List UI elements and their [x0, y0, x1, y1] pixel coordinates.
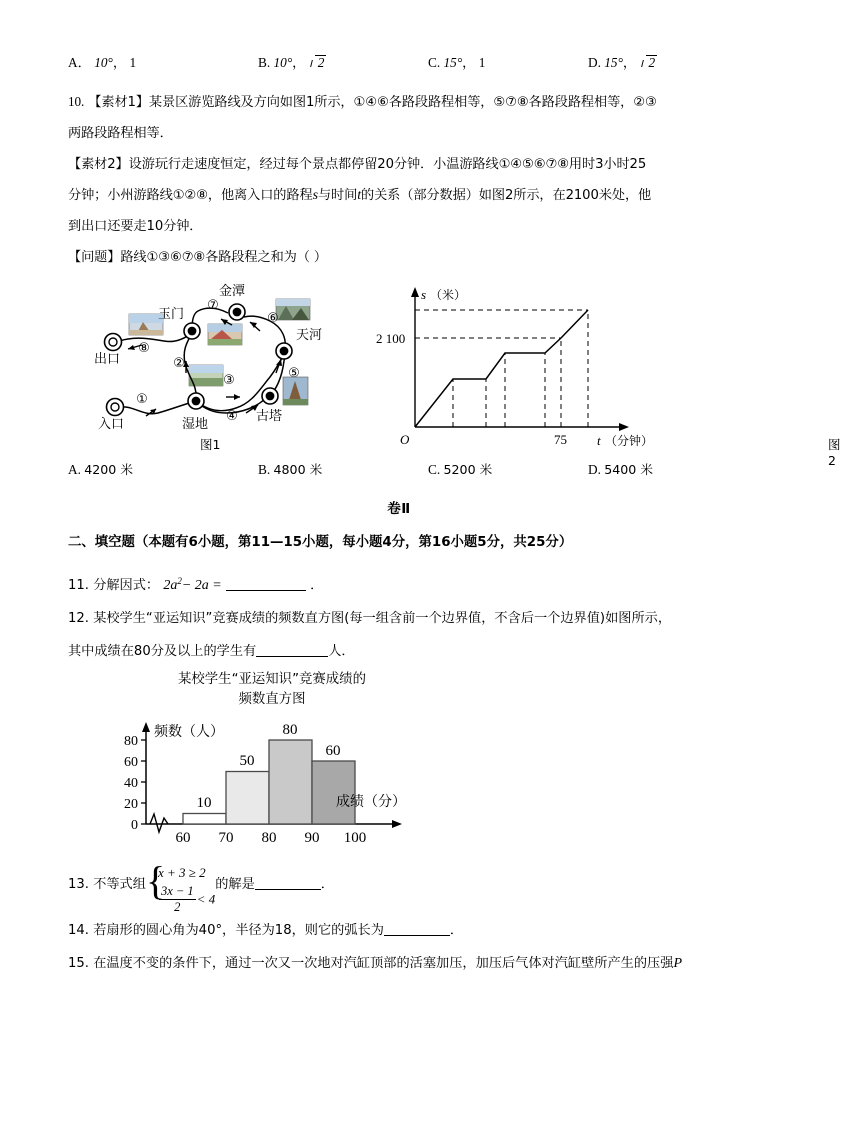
axis-break-icon — [150, 814, 168, 832]
q10-choice-d[interactable] — [588, 459, 653, 478]
q11-period: ． — [310, 578, 324, 593]
section-2-heading: 二、填空题（本题有6小题，第11—15小题，每小题4分，第16小题5分，共25分） — [68, 535, 573, 550]
label-yumen: 玉门 — [158, 307, 185, 322]
figure-1-caption: 图1 — [200, 437, 221, 452]
choice-a-second: 1 — [129, 55, 137, 70]
q12-number: 12. — [68, 611, 89, 626]
photo-tianhe — [276, 299, 310, 320]
question-10-body — [68, 86, 730, 273]
node-jintan-dot — [233, 308, 242, 317]
question-9-choices — [68, 52, 730, 86]
hist-x-arrow — [392, 820, 402, 828]
segment-label-5: ⑤ — [288, 366, 300, 381]
choice-b[interactable]: B. 10°， 2 — [258, 55, 325, 70]
hist-x-axis-title: 成绩（分） — [336, 794, 406, 810]
choice-c-first: 15° — [443, 55, 463, 70]
label-tianhe: 天河 — [296, 328, 323, 343]
bar-label-80: 80 — [282, 722, 298, 738]
figure-2-graph — [373, 277, 841, 468]
q13-prefix: 不等式组 — [93, 877, 146, 892]
q10-material2-line2 — [68, 180, 730, 211]
q11-expr-a: 2a — [163, 578, 178, 593]
xtick-70: 70 — [218, 830, 234, 846]
segment-label-4: ④ — [226, 409, 238, 424]
bar-70-80 — [226, 772, 269, 825]
ytick-40: 40 — [124, 776, 138, 791]
photo-guta — [283, 377, 308, 405]
ytick-60: 60 — [124, 755, 138, 770]
question-12-line-1 — [68, 602, 730, 635]
xtick-80: 80 — [261, 830, 277, 846]
q12-text-2a: 其中成绩在80分及以上的学生有 — [68, 644, 257, 659]
label-entrance: 入口 — [98, 417, 125, 432]
x-axis-symbol: t — [597, 433, 601, 448]
question-12-line-2 — [68, 635, 730, 668]
graph-svg — [373, 277, 693, 457]
histogram-svg — [88, 714, 488, 844]
bar-label-50: 50 — [239, 753, 255, 769]
hist-y-tick-labels — [124, 734, 138, 833]
node-guta-dot — [266, 392, 275, 401]
q15-var-p: P — [673, 956, 682, 971]
histogram-title — [122, 670, 422, 710]
arrow-head-3 — [234, 394, 240, 400]
q11-exponent: 2 — [177, 576, 182, 586]
q10-var-s: s — [312, 188, 318, 203]
q10-choice-b-letter: B. — [258, 462, 271, 477]
q11-prefix: 分解因式： — [93, 578, 160, 593]
q15-text-a: 在温度不变的条件下，通过一次又一次地对汽缸顶部的活塞加压，加压后气体对汽缸壁所产生的压强 — [93, 956, 674, 971]
inequality-row-2-rel: < 4 — [196, 891, 216, 907]
q10-choice-b-value: 4800 米 — [273, 462, 323, 477]
q10-choice-d-letter: D. — [588, 462, 601, 477]
arrow-head-5 — [276, 359, 282, 366]
histogram-title-line-1: 某校学生“亚运知识”竞赛成绩的 — [178, 672, 366, 687]
ytick-0: 0 — [131, 818, 138, 833]
q10-material1-line1 — [68, 86, 730, 118]
radical-icon — [309, 55, 327, 71]
question-11 — [68, 565, 730, 602]
choice-c-second: 1 — [478, 55, 486, 70]
q10-choice-c[interactable] — [428, 459, 492, 478]
question-15 — [68, 947, 730, 980]
q10-choice-a-letter: A. — [68, 462, 81, 477]
y-tick-2100: 2 100 — [376, 331, 406, 346]
choice-c-letter: C — [428, 55, 437, 70]
segment-label-2: ② — [173, 356, 185, 371]
choice-a[interactable]: A． 10°， 1 — [68, 55, 137, 70]
q12-text-1: 某校学生“亚运知识”竞赛成绩的频数直方图(每一组含前一个边界值，不含后一个边界值)如图所示， — [93, 611, 672, 626]
choice-a-first: 10° — [94, 55, 113, 70]
xtick-90: 90 — [304, 830, 320, 846]
q10-m2-e: 的关系（部分数据）如图2所示，在2100米处，他 — [361, 188, 652, 203]
choice-d-second: 2 — [648, 55, 656, 70]
question-10-choices — [68, 459, 730, 489]
x-axis-unit: （分钟） — [605, 434, 654, 448]
choice-b-letter: B — [258, 55, 267, 70]
x-tick-75: 75 — [554, 432, 567, 447]
route-map-svg — [80, 277, 380, 457]
ytick-80: 80 — [124, 734, 138, 749]
label-jintan: 金潭 — [219, 284, 246, 299]
frequency-histogram — [88, 670, 488, 845]
q10-material2-line1: 【素材2】设游玩行走速度恒定，经过每个景点都停留20分钟．小温游路线①④⑤⑥⑦⑧用时3小时25 — [68, 157, 647, 172]
q14-text-b: ． — [449, 923, 464, 938]
q12-text-2b: 人． — [328, 644, 355, 659]
origin-label: O — [400, 432, 410, 447]
bar-60-70 — [183, 814, 226, 825]
q10-choice-d-value: 5400 米 — [604, 462, 653, 477]
inequality-row-1: x + 3 ≥ 2 — [157, 865, 206, 880]
q11-answer-blank[interactable] — [226, 577, 306, 591]
inequality-system — [145, 858, 216, 914]
xtick-60: 60 — [175, 830, 191, 846]
q15-number: 15. — [68, 956, 89, 971]
xtick-100: 100 — [343, 830, 367, 846]
piecewise-line — [415, 310, 588, 427]
page-content — [68, 52, 841, 980]
bar-label-10: 10 — [196, 795, 212, 811]
node-yumen-dot — [188, 327, 197, 336]
photo-jintan — [208, 324, 242, 345]
fraction-numerator: 3x − 1 — [160, 884, 194, 898]
q13-answer-blank[interactable] — [255, 876, 321, 890]
y-axis-symbol: s — [421, 287, 427, 302]
choice-d[interactable]: D. 15°， 2 — [588, 55, 656, 70]
q11-number: 11. — [68, 578, 89, 593]
choice-c[interactable]: C. 15°， 1 — [428, 55, 486, 70]
question-13 — [68, 858, 730, 914]
x-axis-arrow — [619, 423, 629, 431]
inequality-row-2 — [158, 884, 215, 915]
label-shidi: 湿地 — [182, 417, 209, 432]
q10-choice-a[interactable] — [68, 459, 133, 478]
q13-number: 13. — [68, 877, 89, 892]
paper-part-2-heading: 卷Ⅱ — [387, 501, 411, 517]
node-tianhe-dot — [280, 347, 289, 356]
fraction-denominator: 2 — [174, 899, 181, 914]
node-exit-inner — [109, 338, 117, 346]
node-shidi-dot — [192, 397, 201, 406]
route-segment-1 — [116, 401, 196, 414]
q10-choice-a-value: 4200 米 — [84, 462, 133, 477]
brace-icon: { — [145, 858, 166, 903]
ytick-20: 20 — [124, 797, 138, 812]
figure-1-route-map — [80, 277, 380, 457]
label-exit: 出口 — [94, 352, 121, 367]
q10-m2-c: 与时间 — [317, 188, 358, 203]
label-guta: 古塔 — [256, 409, 283, 424]
choice-b-first: 10° — [273, 55, 293, 70]
segment-label-6: ⑥ — [267, 311, 279, 326]
q10-var-t: t — [357, 188, 361, 203]
q10-choice-c-letter: C. — [428, 462, 441, 477]
q10-material1-line2: 两路段路程相等． — [68, 126, 173, 141]
q14-number: 14. — [68, 923, 89, 938]
q10-material1-text1: 【素材1】某景区游览路线及方向如图1所示，①④⑥各路段路程相等，⑤⑦⑧各路段路程相等，②③ — [88, 95, 657, 110]
histogram-title-line-2: 频数直方图 — [238, 692, 306, 707]
radical-icon-2 — [640, 55, 658, 71]
figure-2-caption: 图2 — [828, 437, 841, 468]
node-entrance-inner — [111, 403, 119, 411]
figures-row — [68, 277, 841, 468]
q10-m2-a: 分钟；小州游路线①②⑧，他离入口的路程 — [68, 188, 313, 203]
q10-material2-line3: 到出口还要走10分钟． — [68, 219, 203, 234]
q10-choice-b[interactable] — [258, 459, 322, 478]
hist-x-tick-labels — [176, 830, 367, 846]
q13-suffix: 的解是 — [215, 877, 255, 892]
q11-expr-b: − 2a = — [181, 578, 222, 593]
segment-label-3: ③ — [223, 373, 235, 388]
hist-y-arrow — [142, 722, 150, 732]
y-axis-arrow — [411, 287, 419, 297]
q10-choice-c-value: 5200 米 — [443, 462, 493, 477]
q11-expression — [163, 578, 221, 593]
bar-90-100 — [312, 761, 355, 824]
bar-80-90 — [269, 740, 312, 824]
q12-answer-blank[interactable] — [256, 643, 328, 657]
photo-shidi — [189, 365, 223, 386]
question-14 — [68, 914, 730, 947]
inequality-rows — [158, 861, 215, 915]
q10-number: 10. — [68, 94, 85, 109]
choice-d-letter: D — [588, 55, 598, 70]
segment-label-8: ⑧ — [138, 341, 150, 356]
q13-period: ． — [320, 877, 334, 892]
q10-question-line: 【问题】路线①③⑥⑦⑧各路段程之和为（ ） — [68, 250, 328, 265]
segment-label-7: ⑦ — [207, 298, 219, 313]
hist-y-axis-title: 频数（人） — [154, 724, 224, 740]
q14-text-a: 若扇形的圆心角为40°，半径为18，则它的弧长为 — [93, 923, 384, 938]
choice-a-letter: A — [68, 55, 78, 70]
choice-d-first: 15° — [604, 55, 623, 70]
y-axis-unit: （米） — [430, 288, 467, 302]
q14-answer-blank[interactable] — [384, 922, 450, 936]
bar-label-60: 60 — [325, 743, 341, 759]
segment-label-1: ① — [136, 392, 148, 407]
choice-b-second: 2 — [317, 55, 325, 70]
